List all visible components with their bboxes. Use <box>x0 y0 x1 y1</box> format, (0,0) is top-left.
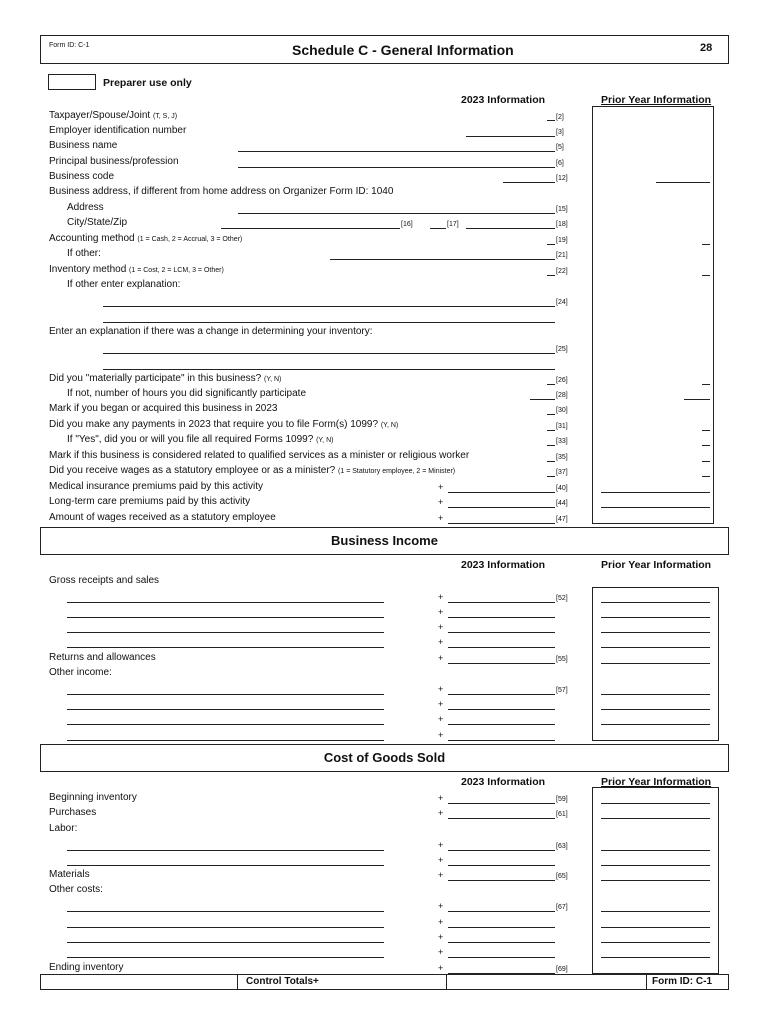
cogs-header: Cost of Goods Sold <box>40 744 729 772</box>
address-field[interactable] <box>238 213 555 214</box>
footer-form-id: Form ID: C-1 <box>652 976 712 987</box>
code-55: [55] <box>556 656 568 663</box>
footer-divider-3 <box>646 974 647 990</box>
plus-sign: + <box>438 497 444 507</box>
payments-1099-text: Did you make any payments in 2023 that require you to file Form(s) 1099? <box>49 419 379 430</box>
prior-gross-2[interactable] <box>601 617 710 618</box>
other-income-amount-4[interactable] <box>448 740 555 741</box>
purchases-label: Purchases <box>49 807 97 818</box>
business-name-label: Business name <box>49 140 118 151</box>
plus-sign: + <box>438 714 444 724</box>
code-57: [57] <box>556 687 568 694</box>
code-22: [22] <box>556 268 568 275</box>
prior-inventory-field[interactable] <box>702 275 710 276</box>
preparer-checkbox[interactable] <box>48 74 96 90</box>
code-15: [15] <box>556 206 568 213</box>
code-21: [21] <box>556 252 568 259</box>
prior-material-field[interactable] <box>702 384 710 385</box>
business-name-field[interactable] <box>238 151 555 152</box>
income-current-header: 2023 Information <box>461 559 546 571</box>
principal-field[interactable] <box>238 167 555 168</box>
code-3: [3] <box>556 129 564 136</box>
plus-sign: + <box>438 840 444 850</box>
other-income-amount-3[interactable] <box>448 724 555 725</box>
code-12: [12] <box>556 175 568 182</box>
plus-sign: + <box>438 917 444 927</box>
city-field[interactable] <box>221 228 400 229</box>
other-income-desc-4[interactable] <box>67 740 384 741</box>
beginning-label: Beginning inventory <box>49 792 137 803</box>
business-code-label: Business code <box>49 171 115 182</box>
inv-other-label: If other enter explanation: <box>67 279 181 290</box>
code-63: [63] <box>556 843 568 850</box>
minister-field[interactable] <box>547 461 555 462</box>
if-other-field[interactable] <box>330 259 555 260</box>
code-17: [17] <box>447 221 459 228</box>
code-18: [18] <box>556 221 568 228</box>
plus-sign: + <box>438 482 444 492</box>
labor-amount-1[interactable] <box>448 850 555 851</box>
address-intro-label: Business address, if different from home address on Organizer Form ID: 1040 <box>49 186 394 197</box>
ltc-field[interactable] <box>448 507 555 508</box>
file-1099-text: If "Yes", did you or will you file all required Forms 1099? <box>67 434 314 445</box>
cogs-prior-header: Prior Year Information <box>601 776 712 788</box>
prior-other-costs-1[interactable] <box>601 911 710 912</box>
code-31: [31] <box>556 423 568 430</box>
page-title: Schedule C - General Information <box>292 42 514 58</box>
inventory-text: Inventory method <box>49 264 127 275</box>
other-income-desc-3[interactable] <box>67 724 384 725</box>
prior-materials-field[interactable] <box>601 880 710 881</box>
prior-hours-field[interactable] <box>684 399 710 400</box>
prior-gross-1[interactable] <box>601 602 710 603</box>
code-59: [59] <box>556 796 568 803</box>
statutory-field[interactable] <box>547 476 555 477</box>
code-33: [33] <box>556 438 568 445</box>
medical-field[interactable] <box>448 492 555 493</box>
inventory-field[interactable] <box>547 275 555 276</box>
zip-field[interactable] <box>466 228 555 229</box>
prior-file-1099-field[interactable] <box>702 445 710 446</box>
statutory-label <box>49 465 455 478</box>
prior-year-header: Prior Year Information <box>601 94 712 106</box>
income-prior-header: Prior Year Information <box>601 559 712 571</box>
inventory-label <box>49 264 224 277</box>
material-text: Did you "materially participate" in this business? <box>49 373 262 384</box>
gross-desc-2[interactable] <box>67 617 384 618</box>
code-28: [28] <box>556 392 568 399</box>
hours-field[interactable] <box>530 399 555 400</box>
ein-label: Employer identification number <box>49 125 187 136</box>
material-label <box>49 373 281 386</box>
footer-box <box>40 974 729 990</box>
plus-sign: + <box>438 684 444 694</box>
prior-other-income-1[interactable] <box>601 694 710 695</box>
plus-sign: + <box>438 947 444 957</box>
prior-other-costs-4[interactable] <box>601 957 710 958</box>
plus-sign: + <box>438 653 444 663</box>
payments-1099-field[interactable] <box>547 430 555 431</box>
began-label: Mark if you began or acquired this business in 2023 <box>49 403 278 414</box>
accounting-text: Accounting method <box>49 233 135 244</box>
other-income-desc-1[interactable] <box>67 694 384 695</box>
labor-desc-2[interactable] <box>67 865 384 866</box>
prior-ltc-field[interactable] <box>601 507 710 508</box>
plus-sign: + <box>438 607 444 617</box>
preparer-label: Preparer use only <box>103 77 192 89</box>
file-1099-hint: (Y, N) <box>316 437 334 444</box>
code-26: [26] <box>556 377 568 384</box>
material-hint: (Y, N) <box>263 376 282 383</box>
business-code-field[interactable] <box>503 182 555 183</box>
other-costs-desc-1[interactable] <box>67 911 384 912</box>
other-costs-amount-2[interactable] <box>448 927 555 928</box>
code-40: [40] <box>556 485 568 492</box>
prior-medical-field[interactable] <box>601 492 710 493</box>
ltc-label: Long-term care premiums paid by this activity <box>49 496 251 507</box>
prior-gross-3[interactable] <box>601 632 710 633</box>
prior-other-income-3[interactable] <box>601 724 710 725</box>
code-16: [16] <box>401 221 413 228</box>
beginning-field[interactable] <box>448 803 555 804</box>
code-5: [5] <box>556 144 564 151</box>
prior-other-income-2[interactable] <box>601 709 710 710</box>
inv-change-field-2[interactable] <box>103 369 555 370</box>
prior-other-costs-3[interactable] <box>601 942 710 943</box>
prior-gross-4[interactable] <box>601 647 710 648</box>
gross-label: Gross receipts and sales <box>49 575 160 586</box>
taxpayer-label <box>49 110 177 123</box>
labor-desc-1[interactable] <box>67 850 384 851</box>
minister-label: Mark if this business is considered related to qualified services as a minister or religious worker <box>49 450 470 461</box>
inv-other-field-1[interactable] <box>103 306 555 307</box>
payments-1099-hint: (Y, N) <box>380 422 399 429</box>
statutory-hint: (1 = Statutory employee, 2 = Minister) <box>338 468 456 475</box>
code-35: [35] <box>556 454 568 461</box>
ein-field[interactable] <box>466 136 555 137</box>
wages-field[interactable] <box>448 523 555 524</box>
code-25: [25] <box>556 346 568 353</box>
gross-desc-3[interactable] <box>67 632 384 633</box>
taxpayer-field[interactable] <box>547 120 555 121</box>
code-19: [19] <box>556 237 568 244</box>
plus-sign: + <box>438 637 444 647</box>
cogs-current-header: 2023 Information <box>461 776 546 788</box>
gross-desc-1[interactable] <box>67 602 384 603</box>
other-income-amount-2[interactable] <box>448 709 555 710</box>
prior-beginning-field[interactable] <box>601 803 710 804</box>
prior-business-code-field[interactable] <box>656 182 710 183</box>
materials-field[interactable] <box>448 880 555 881</box>
code-67: [67] <box>556 904 568 911</box>
business-income-header: Business Income <box>40 527 729 555</box>
prior-labor-2[interactable] <box>601 865 710 866</box>
code-30: [30] <box>556 407 568 414</box>
plus-sign: + <box>438 592 444 602</box>
statutory-text: Did you receive wages as a statutory employee or as a minister? <box>49 465 336 476</box>
city-label: City/State/Zip <box>67 217 128 228</box>
plus-sign: + <box>438 901 444 911</box>
ending-label: Ending inventory <box>49 962 124 973</box>
code-37: [37] <box>556 469 568 476</box>
prior-labor-1[interactable] <box>601 850 710 851</box>
taxpayer-hint: (T, S, J) <box>152 113 178 120</box>
prior-payments-1099-field[interactable] <box>702 430 710 431</box>
state-field[interactable] <box>430 228 446 229</box>
address-label: Address <box>67 202 104 213</box>
hours-label: If not, number of hours you did significantly participate <box>67 388 307 399</box>
gross-amount-3[interactable] <box>448 632 555 633</box>
plus-sign: + <box>438 699 444 709</box>
prior-wages-field[interactable] <box>601 523 710 524</box>
prior-year-column-box <box>592 106 714 524</box>
plus-sign: + <box>438 730 444 740</box>
other-costs-amount-1[interactable] <box>448 911 555 912</box>
page-number: 28 <box>700 42 713 54</box>
prior-returns-field[interactable] <box>601 663 710 664</box>
form-id-label: Form ID: C-1 <box>49 42 90 49</box>
income-prior-box <box>592 587 719 741</box>
began-field[interactable] <box>547 414 555 415</box>
plus-sign: + <box>438 622 444 632</box>
code-24: [24] <box>556 299 568 306</box>
purchases-field[interactable] <box>448 818 555 819</box>
gross-amount-1[interactable] <box>448 602 555 603</box>
medical-label: Medical insurance premiums paid by this activity <box>49 481 263 492</box>
payments-1099-label <box>49 419 398 432</box>
prior-purchases-field[interactable] <box>601 818 710 819</box>
plus-sign: + <box>438 513 444 523</box>
inv-change-label: Enter an explanation if there was a change in determining your inventory: <box>49 326 373 337</box>
gross-amount-4[interactable] <box>448 647 555 648</box>
labor-label: Labor: <box>49 823 78 834</box>
plus-sign: + <box>438 932 444 942</box>
returns-field[interactable] <box>448 663 555 664</box>
plus-sign: + <box>438 793 444 803</box>
gross-amount-2[interactable] <box>448 617 555 618</box>
other-costs-amount-3[interactable] <box>448 942 555 943</box>
plus-sign: + <box>438 855 444 865</box>
labor-amount-2[interactable] <box>448 865 555 866</box>
wages-label: Amount of wages received as a statutory employee <box>49 512 276 523</box>
inv-change-field-1[interactable] <box>103 353 555 354</box>
materials-label: Materials <box>49 869 90 880</box>
other-income-amount-1[interactable] <box>448 694 555 695</box>
code-65: [65] <box>556 873 568 880</box>
accounting-hint: (1 = Cash, 2 = Accrual, 3 = Other) <box>137 236 243 243</box>
other-costs-desc-3[interactable] <box>67 942 384 943</box>
material-field[interactable] <box>547 384 555 385</box>
other-income-label: Other income: <box>49 667 112 678</box>
gross-desc-4[interactable] <box>67 647 384 648</box>
prior-statutory-field[interactable] <box>702 476 710 477</box>
prior-minister-field[interactable] <box>702 461 710 462</box>
code-2: [2] <box>556 114 564 121</box>
control-totals: Control Totals+ <box>246 976 319 987</box>
file-1099-field[interactable] <box>547 445 555 446</box>
current-year-header: 2023 Information <box>461 94 546 106</box>
code-61: [61] <box>556 811 568 818</box>
returns-label: Returns and allowances <box>49 652 156 663</box>
footer-divider-2 <box>446 974 447 990</box>
file-1099-label <box>67 434 333 447</box>
code-44: [44] <box>556 500 568 507</box>
accounting-label <box>49 233 242 246</box>
footer-divider-1 <box>237 974 238 990</box>
principal-label: Principal business/profession <box>49 156 179 167</box>
code-6: [6] <box>556 160 564 167</box>
plus-sign: + <box>438 963 444 973</box>
other-costs-amount-4[interactable] <box>448 957 555 958</box>
plus-sign: + <box>438 808 444 818</box>
code-47: [47] <box>556 516 568 523</box>
plus-sign: + <box>438 870 444 880</box>
code-69: [69] <box>556 966 568 973</box>
taxpayer-text: Taxpayer/Spouse/Joint <box>49 110 151 121</box>
other-costs-label: Other costs: <box>49 884 103 895</box>
inventory-hint: (1 = Cost, 2 = LCM, 3 = Other) <box>129 267 224 274</box>
accounting-field[interactable] <box>547 244 555 245</box>
inv-other-field-2[interactable] <box>103 322 555 323</box>
code-52: [52] <box>556 595 568 602</box>
other-income-desc-2[interactable] <box>67 709 384 710</box>
other-costs-desc-4[interactable] <box>67 957 384 958</box>
prior-other-costs-2[interactable] <box>601 927 710 928</box>
prior-accounting-field[interactable] <box>702 244 710 245</box>
other-costs-desc-2[interactable] <box>67 927 384 928</box>
if-other-label: If other: <box>67 248 101 259</box>
